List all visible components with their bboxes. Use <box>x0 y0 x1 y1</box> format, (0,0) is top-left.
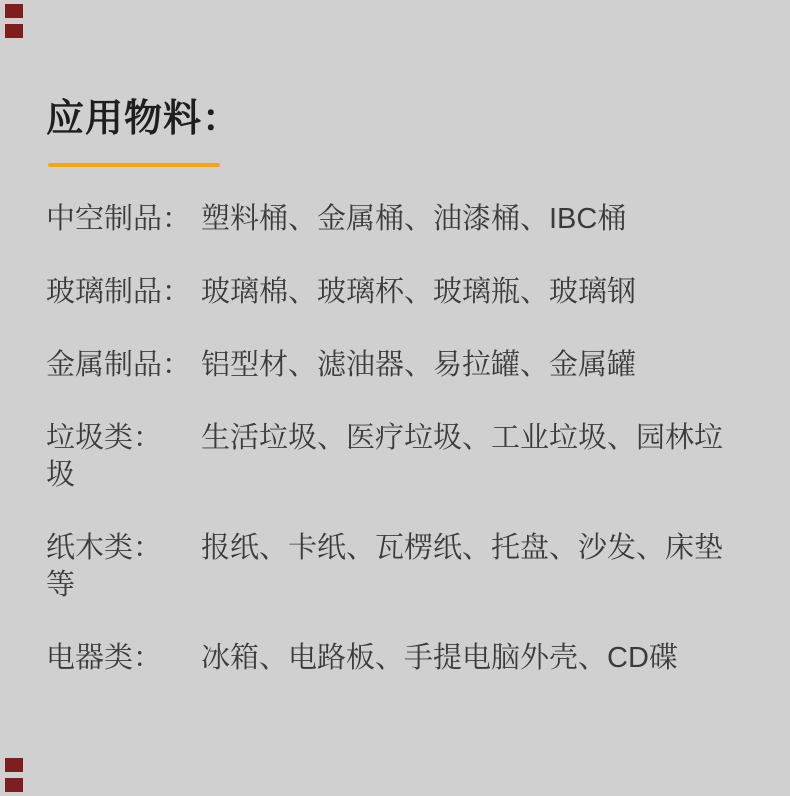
material-items: 冰箱、电路板、手提电脑外壳、CD碟 <box>201 641 678 674</box>
page-title: 应用物料： <box>46 98 242 140</box>
material-row-garbage <box>46 420 736 494</box>
corner-mark-bottom-left-upper <box>5 758 23 772</box>
material-category-label: 纸木类： <box>46 531 163 564</box>
material-category-label: 金属制品： <box>46 348 192 381</box>
material-row-paper-wood <box>46 530 736 604</box>
material-row-glass-products <box>46 274 736 311</box>
corner-mark-bottom-left-lower <box>5 778 23 792</box>
material-row-electronics <box>46 640 736 677</box>
material-category-label: 玻璃制品： <box>46 275 192 308</box>
material-items: 玻璃棉、玻璃杯、玻璃瓶、玻璃钢 <box>201 275 637 308</box>
material-rows <box>46 201 736 677</box>
material-items: 塑料桶、金属桶、油漆桶、IBC桶 <box>201 202 627 235</box>
material-items: 铝型材、滤油器、易拉罐、金属罐 <box>201 348 637 381</box>
material-items: 报纸、卡纸、瓦楞纸、托盘、沙发、床垫等 <box>46 531 724 601</box>
material-category-label: 垃圾类： <box>46 421 163 454</box>
material-category-label: 中空制品： <box>46 202 192 235</box>
material-row-metal-products <box>46 347 736 384</box>
material-row-hollow-products <box>46 201 736 238</box>
title-underline <box>48 163 220 167</box>
material-items: 生活垃圾、医疗垃圾、工业垃圾、园林垃圾 <box>46 421 724 491</box>
material-category-label: 电器类： <box>46 641 163 674</box>
